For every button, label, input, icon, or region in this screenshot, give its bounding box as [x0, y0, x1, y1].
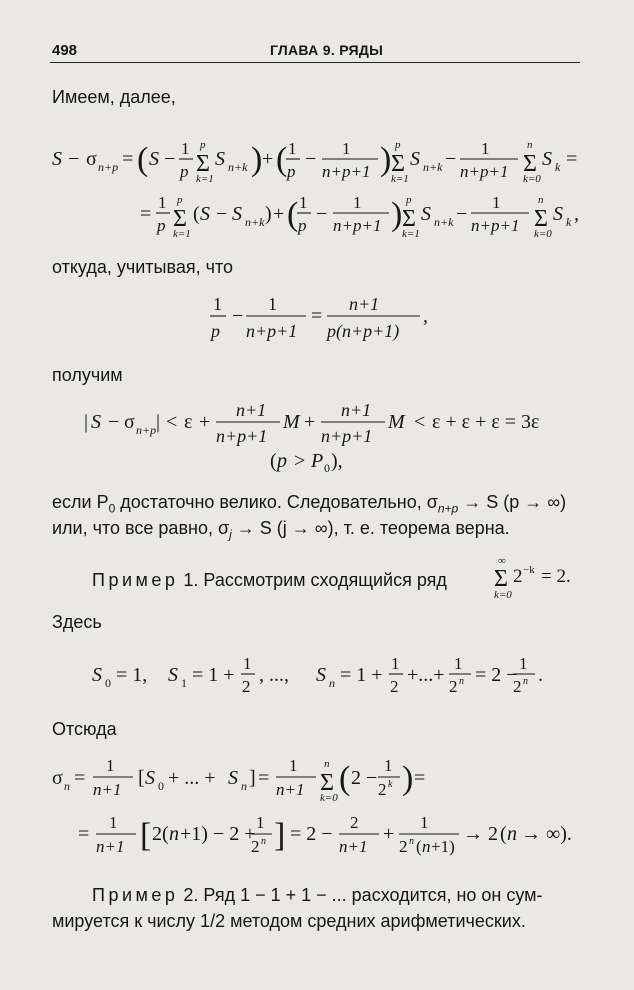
svg-text:+: +	[383, 823, 395, 845]
svg-text:n+1: n+1	[93, 780, 122, 799]
svg-text:k=0: k=0	[534, 228, 552, 240]
svg-text:S: S	[149, 148, 159, 170]
svg-text:2: 2	[378, 780, 387, 799]
svg-text:p(n+p+1): p(n+p+1)	[327, 321, 400, 341]
svg-text:P: P	[311, 450, 324, 472]
svg-text:+: +	[273, 203, 285, 225]
svg-text:σ: σ	[124, 411, 135, 433]
svg-text:2: 2	[390, 677, 399, 696]
svg-text:1: 1	[342, 139, 351, 158]
svg-text:= 2 −: = 2 −	[475, 664, 518, 686]
svg-text:n+k: n+k	[245, 215, 265, 229]
svg-text:0: 0	[324, 461, 330, 475]
paragraph-line: получим	[52, 365, 123, 385]
svg-text:n: n	[527, 139, 533, 151]
svg-text:+: +	[199, 411, 211, 433]
svg-text:]: ]	[274, 817, 286, 854]
svg-text:S: S	[145, 767, 155, 789]
svg-text:1: 1	[353, 193, 362, 212]
svg-text:k=1: k=1	[173, 228, 191, 240]
svg-text:S: S	[168, 664, 178, 686]
svg-text:k=0: k=0	[320, 792, 338, 804]
series-expression	[494, 555, 571, 601]
svg-text:n: n	[64, 779, 70, 793]
svg-text:n+p+1: n+p+1	[246, 321, 298, 341]
paragraph-line: если $P_0$ достаточно велико. Следовательно, $\sigma_{n+p} \to S$ (p → ∞)	[52, 492, 567, 516]
svg-text:→ 2: → 2	[463, 823, 498, 845]
svg-text:n: n	[329, 676, 335, 690]
svg-text:1: 1	[519, 654, 528, 673]
equation-4	[92, 654, 543, 696]
svg-text:1: 1	[256, 813, 265, 832]
svg-text:1: 1	[268, 294, 277, 314]
svg-text:n+p+1: n+p+1	[216, 426, 268, 446]
paragraph-line: Отсюда	[52, 719, 117, 739]
svg-text:1: 1	[454, 654, 463, 673]
svg-text:2: 2	[242, 677, 251, 696]
equation-2	[209, 294, 428, 342]
svg-text:=: =	[414, 767, 426, 789]
svg-text:Σ: Σ	[494, 566, 508, 592]
svg-text:∞: ∞	[498, 555, 506, 567]
svg-text:n: n	[169, 823, 179, 845]
svg-text:S: S	[91, 411, 101, 433]
svg-text:n: n	[422, 837, 431, 856]
svg-text:k: k	[388, 779, 393, 790]
svg-text:): )	[391, 196, 403, 233]
svg-text:n+1: n+1	[96, 837, 125, 856]
paragraph-line: откуда, учитывая, что	[52, 257, 234, 277]
svg-text:n: n	[459, 676, 464, 687]
svg-text:1: 1	[384, 756, 393, 775]
svg-text:n+k: n+k	[228, 160, 248, 174]
svg-text:.: .	[538, 664, 543, 686]
svg-text:2: 2	[513, 566, 523, 587]
svg-text:n+1: n+1	[341, 400, 372, 420]
svg-text:ε + ε + ε = 3ε: ε + ε + ε = 3ε	[432, 411, 540, 433]
svg-text:1: 1	[420, 813, 429, 832]
svg-text:n: n	[324, 758, 330, 770]
svg-text:S: S	[228, 767, 238, 789]
svg-text:n+k: n+k	[434, 215, 454, 229]
svg-text:<: <	[166, 411, 178, 433]
svg-text:0: 0	[105, 676, 111, 690]
svg-text:Σ: Σ	[391, 151, 405, 177]
svg-text:(: (	[193, 203, 200, 225]
svg-text:k=1: k=1	[402, 228, 420, 240]
svg-text:1: 1	[391, 654, 400, 673]
svg-text:−: −	[316, 203, 328, 225]
svg-text:<: <	[414, 411, 426, 433]
svg-text:= 2.: = 2.	[541, 566, 571, 587]
svg-text:1: 1	[481, 139, 490, 158]
paragraph-line: мируется к числу 1/2 методом средних арифметических.	[52, 911, 526, 931]
svg-text:n+1: n+1	[276, 780, 305, 799]
svg-text:k=0: k=0	[523, 173, 541, 185]
svg-text:,: ,	[423, 305, 428, 327]
svg-text:1: 1	[181, 676, 187, 690]
svg-text:=: =	[140, 203, 152, 225]
svg-text:(: (	[276, 141, 288, 178]
svg-text:S: S	[232, 203, 242, 225]
svg-text:n+p+1: n+p+1	[333, 216, 382, 235]
svg-text:=: =	[122, 148, 134, 170]
svg-text:n: n	[241, 779, 247, 793]
svg-text:|: |	[156, 411, 161, 433]
svg-text:= 1,: = 1,	[116, 664, 148, 686]
svg-text:2: 2	[350, 813, 359, 832]
svg-text:+ ... +: + ... +	[168, 767, 216, 789]
paragraph-line: или, что все равно, $\sigma_j \to S$ (j → ∞), т. е. теорема верна.	[52, 518, 510, 542]
svg-text:1: 1	[243, 654, 252, 673]
svg-text:n: n	[261, 836, 266, 847]
svg-text:[: [	[138, 767, 145, 789]
equation-5-line-1	[52, 756, 425, 804]
svg-text:1: 1	[158, 193, 167, 212]
svg-text:n: n	[507, 823, 517, 845]
svg-text:,: ,	[574, 203, 579, 225]
svg-text:+: +	[304, 411, 316, 433]
svg-text:(: (	[416, 837, 422, 856]
svg-text:−: −	[232, 305, 244, 327]
svg-text:σ: σ	[86, 148, 97, 170]
svg-text:S: S	[553, 203, 563, 225]
svg-text:=: =	[74, 767, 86, 789]
svg-text:= 1 +: = 1 +	[192, 664, 235, 686]
svg-text:>: >	[294, 450, 306, 472]
svg-text:n+k: n+k	[423, 160, 443, 174]
svg-text:k=1: k=1	[391, 173, 409, 185]
svg-text:): )	[380, 141, 392, 178]
svg-text:): )	[402, 760, 414, 797]
svg-text:p: p	[406, 194, 412, 206]
svg-text:p: p	[277, 450, 287, 472]
svg-text:S: S	[421, 203, 431, 225]
svg-text:n+p: n+p	[136, 423, 157, 437]
svg-text:k: k	[566, 215, 572, 229]
svg-text:S: S	[316, 664, 326, 686]
svg-text:p: p	[211, 321, 220, 341]
equation-1-line-1	[52, 139, 577, 185]
svg-text:Σ: Σ	[402, 206, 416, 232]
svg-text:): )	[265, 203, 272, 225]
example-heading: Пример 2. Ряд 1 − 1 + 1 − ... расходится, но он сум-	[92, 885, 543, 905]
svg-text:): )	[251, 141, 263, 178]
svg-text:Σ: Σ	[173, 206, 187, 232]
svg-text:M: M	[283, 411, 300, 433]
svg-text:p: p	[177, 194, 183, 206]
svg-text:=: =	[566, 148, 578, 170]
svg-text:2: 2	[251, 837, 260, 856]
svg-text:|: |	[84, 411, 89, 433]
svg-text:2: 2	[513, 677, 522, 696]
svg-text:1: 1	[289, 756, 298, 775]
svg-text:),: ),	[331, 450, 343, 472]
svg-text:1: 1	[492, 193, 501, 212]
svg-text:+: +	[262, 148, 274, 170]
svg-text:Σ: Σ	[196, 151, 210, 177]
equation-1-line-2	[140, 193, 579, 240]
svg-text:k=1: k=1	[196, 173, 214, 185]
svg-text:Σ: Σ	[534, 206, 548, 232]
svg-text:n+p+1: n+p+1	[321, 426, 373, 446]
svg-text:(: (	[270, 450, 277, 472]
svg-text:n: n	[523, 676, 528, 687]
svg-text:1: 1	[181, 139, 190, 158]
svg-text:(: (	[500, 823, 507, 845]
page-number: 498	[52, 42, 78, 59]
svg-text:S: S	[200, 203, 210, 225]
svg-text:−: −	[108, 411, 120, 433]
paragraph-line: Здесь	[52, 612, 102, 632]
svg-text:+1) − 2 +: +1) − 2 +	[180, 823, 256, 845]
svg-text:n: n	[538, 194, 544, 206]
svg-text:σ: σ	[52, 767, 63, 789]
svg-text:−: −	[456, 203, 468, 225]
paragraph-line: Имеем, далее,	[52, 87, 176, 107]
svg-text:p: p	[200, 139, 206, 151]
svg-text:S: S	[215, 148, 225, 170]
svg-text:−: −	[445, 148, 457, 170]
svg-text:n+p+1: n+p+1	[322, 162, 371, 181]
svg-text:1: 1	[213, 294, 222, 314]
svg-text:n+p+1: n+p+1	[471, 216, 520, 235]
svg-text:=: =	[311, 305, 323, 327]
svg-text:n+p+1: n+p+1	[460, 162, 509, 181]
equation-5-line-2	[78, 813, 572, 856]
svg-text:(: (	[287, 196, 299, 233]
svg-text:=: =	[258, 767, 270, 789]
svg-text:0: 0	[158, 779, 164, 793]
svg-text:−k: −k	[523, 564, 535, 576]
svg-text:[: [	[140, 817, 152, 854]
svg-text:= 2 −: = 2 −	[290, 823, 333, 845]
running-title: ГЛАВА 9. РЯДЫ	[270, 42, 384, 58]
svg-text:= 1 +: = 1 +	[340, 664, 383, 686]
svg-text:2: 2	[399, 837, 408, 856]
svg-text:Σ: Σ	[523, 151, 537, 177]
svg-text:k=0: k=0	[494, 589, 512, 601]
svg-text:(: (	[339, 760, 351, 797]
svg-text:S: S	[92, 664, 102, 686]
svg-text:−: −	[305, 148, 317, 170]
svg-text:→ ∞).: → ∞).	[521, 823, 572, 845]
example-heading: Пример 1. Рассмотрим сходящийся ряд	[92, 570, 447, 590]
svg-text:n+1: n+1	[339, 837, 368, 856]
svg-text:1: 1	[299, 193, 308, 212]
svg-text:−: −	[164, 148, 176, 170]
svg-text:S: S	[410, 148, 420, 170]
svg-text:=: =	[78, 823, 90, 845]
svg-text:Σ: Σ	[320, 770, 334, 796]
svg-text:k: k	[555, 160, 561, 174]
svg-text:p: p	[157, 216, 166, 235]
svg-text:−: −	[216, 203, 228, 225]
svg-text:+...+: +...+	[407, 664, 445, 686]
svg-text:S: S	[52, 148, 62, 170]
equation-3	[84, 400, 539, 475]
svg-text:p: p	[180, 162, 189, 181]
svg-text:S: S	[542, 148, 552, 170]
svg-text:2: 2	[449, 677, 458, 696]
svg-text:1: 1	[109, 813, 118, 832]
svg-text:2(: 2(	[152, 823, 169, 845]
svg-text:]: ]	[249, 767, 256, 789]
svg-text:2 −: 2 −	[351, 767, 378, 789]
svg-text:n+1: n+1	[349, 294, 380, 314]
svg-text:1: 1	[106, 756, 115, 775]
svg-text:1: 1	[288, 139, 297, 158]
svg-text:n+1: n+1	[236, 400, 267, 420]
svg-text:n+p: n+p	[98, 160, 119, 174]
svg-text:p: p	[287, 162, 296, 181]
svg-text:p: p	[395, 139, 401, 151]
svg-text:p: p	[298, 216, 307, 235]
svg-text:ε: ε	[184, 411, 193, 433]
svg-text:(: (	[137, 141, 149, 178]
svg-text:−: −	[68, 148, 80, 170]
svg-text:n: n	[409, 836, 414, 847]
svg-text:+1): +1)	[431, 837, 455, 856]
svg-text:, ...,: , ...,	[259, 664, 289, 686]
svg-text:M: M	[388, 411, 405, 433]
